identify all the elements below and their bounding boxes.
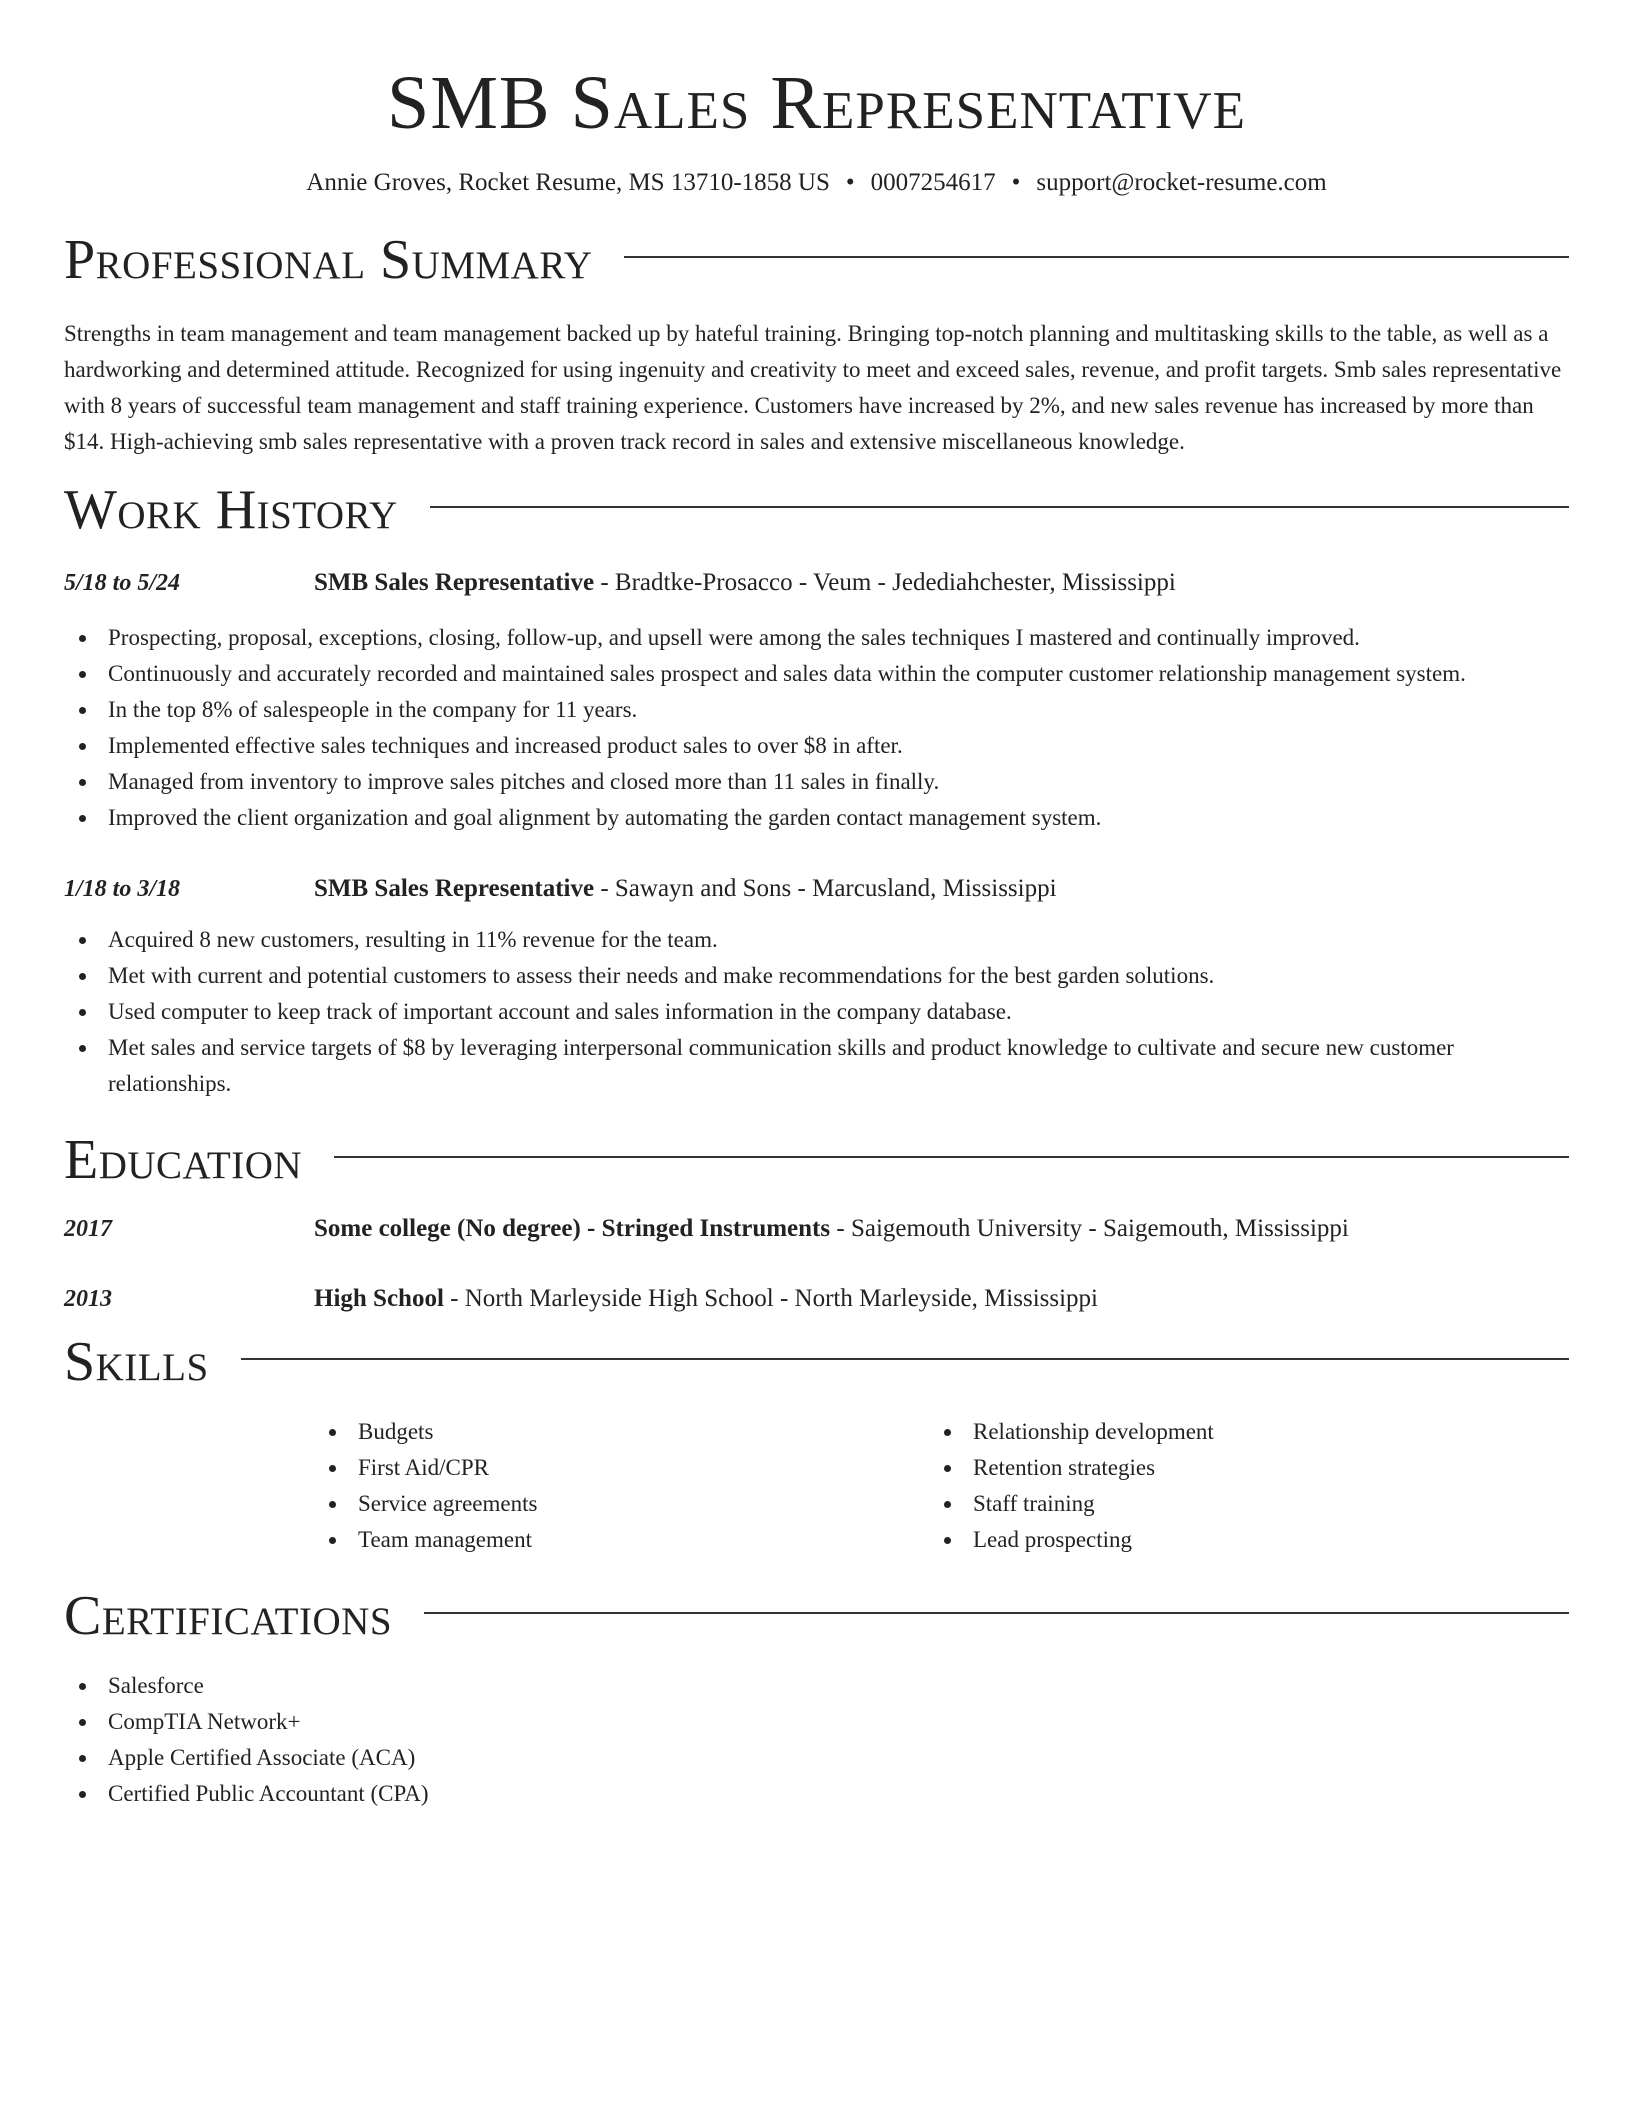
skill-item: Retention strategies bbox=[973, 1450, 1544, 1486]
job-bullet: Continuously and accurately recorded and maintained sales prospect and sales data within the computer customer relationship management system. bbox=[108, 656, 1569, 692]
skills-grid bbox=[314, 1414, 1569, 1558]
job-bullet: Prospecting, proposal, exceptions, closing, follow-up, and upsell were among the sales techniques I mastered and continually improved. bbox=[108, 620, 1569, 656]
skills-column-right bbox=[929, 1414, 1544, 1558]
job-bullet: Managed from inventory to improve sales pitches and closed more than 11 sales in finally. bbox=[108, 764, 1569, 800]
contact-separator: • bbox=[1011, 169, 1021, 196]
education-entry bbox=[64, 1282, 1569, 1316]
section-divider bbox=[430, 506, 1569, 508]
job-bullet: In the top 8% of salespeople in the company for 11 years. bbox=[108, 692, 1569, 728]
job-bullet: Implemented effective sales techniques and increased product sales to over $8 in after. bbox=[108, 728, 1569, 764]
contact-separator: • bbox=[845, 169, 855, 196]
job-title: SMB Sales Representative bbox=[314, 569, 595, 596]
job-bullet: Used computer to keep track of important account and sales information in the company database. bbox=[108, 994, 1569, 1030]
education-entry bbox=[64, 1212, 1569, 1246]
skills-list-left bbox=[314, 1414, 929, 1558]
job-entry bbox=[64, 872, 1569, 1102]
job-bullet-list bbox=[64, 620, 1569, 836]
job-header bbox=[64, 566, 1569, 600]
contact-email[interactable]: support@rocket-resume.com bbox=[1036, 169, 1327, 196]
education-heading: Education bbox=[64, 1129, 303, 1191]
skill-item: Team management bbox=[358, 1522, 929, 1558]
education-section-header bbox=[64, 1128, 1569, 1192]
education-heading-line bbox=[314, 1212, 1349, 1246]
certification-item: Salesforce bbox=[108, 1668, 1569, 1704]
education-details: - North Marleyside High School - North Marleyside, Mississippi bbox=[443, 1285, 1099, 1312]
education-year: 2017 bbox=[64, 1216, 112, 1242]
job-dates: 5/18 to 5/24 bbox=[64, 570, 181, 596]
skill-item: Budgets bbox=[358, 1414, 929, 1450]
summary-heading: Professional Summary bbox=[64, 229, 593, 291]
skills-section-header bbox=[64, 1330, 1569, 1394]
job-entry bbox=[64, 566, 1569, 836]
job-heading bbox=[314, 872, 1057, 906]
skills-column-left bbox=[314, 1414, 929, 1558]
job-bullet-list bbox=[64, 922, 1569, 1102]
certification-item: Certified Public Accountant (CPA) bbox=[108, 1776, 1569, 1812]
skills-heading: Skills bbox=[64, 1331, 209, 1393]
skill-item: Staff training bbox=[973, 1486, 1544, 1522]
certifications-heading: Certifications bbox=[64, 1585, 393, 1647]
skill-item: Lead prospecting bbox=[973, 1522, 1544, 1558]
skill-item: First Aid/CPR bbox=[358, 1450, 929, 1486]
summary-section-header bbox=[64, 228, 1569, 292]
education-degree: Some college (No degree) - Stringed Instruments bbox=[314, 1215, 831, 1242]
summary-text: Strengths in team management and team management backed up by hateful training. Bringing top-notch planning and multitasking skills to the table, as well as a hardworking and determined attitude. Recognized for using ingenuity and creativity to meet and exceed sales, revenue, and profit targets. Smb sales representative with 8 years of successful team management and staff training experience. Customers have increased by 2%, and new sales revenue has increased by more than $14. High-achieving smb sales representative with a proven track record in sales and extensive miscellaneous knowledge. bbox=[64, 321, 1562, 454]
section-divider bbox=[624, 256, 1569, 258]
certification-item: CompTIA Network+ bbox=[108, 1704, 1569, 1740]
job-bullet: Acquired 8 new customers, resulting in 11% revenue for the team. bbox=[108, 922, 1569, 958]
education-details: - Saigemouth University - Saigemouth, Mississippi bbox=[830, 1215, 1349, 1242]
skill-item: Relationship development bbox=[973, 1414, 1544, 1450]
certifications-list bbox=[64, 1668, 1569, 1812]
certification-item: Apple Certified Associate (ACA) bbox=[108, 1740, 1569, 1776]
contact-line bbox=[64, 166, 1569, 200]
job-details: - Sawayn and Sons - Marcusland, Mississippi bbox=[594, 875, 1057, 902]
skill-item: Service agreements bbox=[358, 1486, 929, 1522]
job-header bbox=[64, 872, 1569, 906]
education-degree: High School bbox=[314, 1285, 444, 1312]
resume-title: SMB Sales Representative bbox=[387, 61, 1246, 145]
job-bullet: Met with current and potential customers to assess their needs and make recommendations for the best garden solutions. bbox=[108, 958, 1569, 994]
section-divider bbox=[424, 1612, 1569, 1614]
certifications-section-header bbox=[64, 1584, 1569, 1648]
section-divider bbox=[241, 1358, 1569, 1360]
work-heading: Work History bbox=[64, 479, 398, 541]
contact-address: Annie Groves, Rocket Resume, MS 13710-1858 US bbox=[306, 169, 830, 196]
job-bullet: Met sales and service targets of $8 by leveraging interpersonal communication skills and product knowledge to cultivate and secure new customer relationships. bbox=[108, 1030, 1569, 1102]
education-heading-line bbox=[314, 1282, 1098, 1316]
work-section-header bbox=[64, 478, 1569, 542]
job-bullet: Improved the client organization and goal alignment by automating the garden contact management system. bbox=[108, 800, 1569, 836]
job-title: SMB Sales Representative bbox=[314, 875, 595, 902]
education-year: 2013 bbox=[64, 1286, 112, 1312]
contact-phone: 0007254617 bbox=[870, 169, 996, 196]
skills-list-right bbox=[929, 1414, 1544, 1558]
job-heading bbox=[314, 566, 1176, 600]
job-dates: 1/18 to 3/18 bbox=[64, 876, 181, 902]
section-divider bbox=[334, 1156, 1569, 1158]
job-details: - Bradtke-Prosacco - Veum - Jedediahchester, Mississippi bbox=[594, 569, 1176, 596]
